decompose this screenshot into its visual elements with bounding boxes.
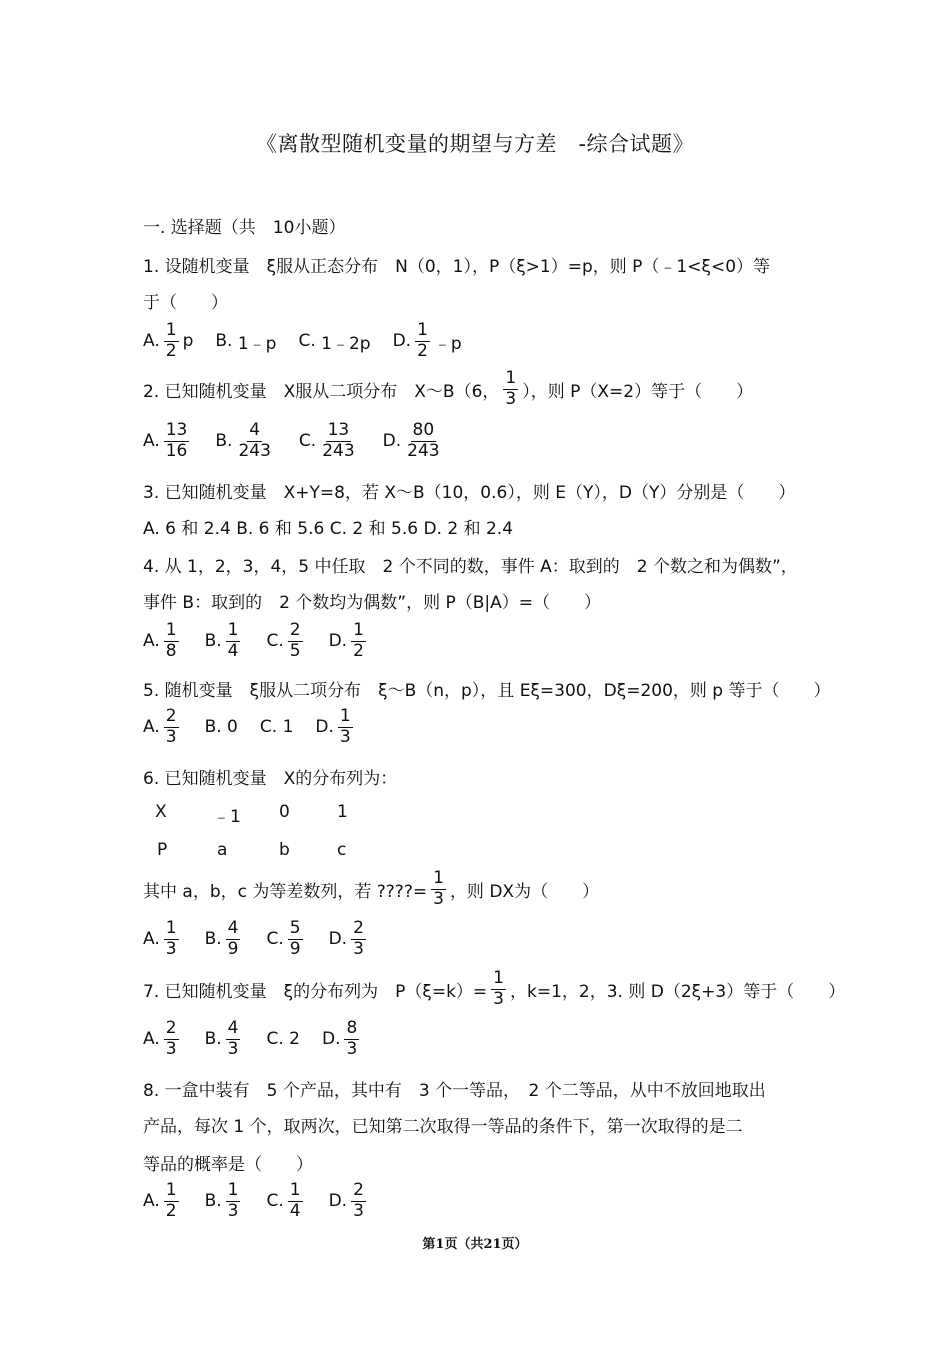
option-b (215, 422, 277, 461)
option-c (266, 1182, 306, 1221)
option-a (143, 1020, 183, 1059)
question-text: 其中 a，b，c 为等差数列，若 ????= (143, 881, 428, 902)
option-label: B. (215, 331, 233, 352)
option-b (205, 1020, 245, 1059)
numerator: 1 (339, 706, 351, 726)
option-label: D. (315, 717, 334, 738)
question-5-options (143, 708, 379, 747)
fraction (351, 920, 366, 959)
numerator: 13 (327, 420, 350, 440)
option-a (143, 708, 183, 747)
denominator: 3 (227, 1038, 239, 1059)
option-label: A. (143, 1191, 160, 1212)
option-label: D. (382, 431, 402, 452)
option-b (215, 329, 276, 354)
option-label: B. (215, 431, 233, 452)
fraction (226, 920, 241, 959)
question-text: 2. 已知随机变量 X服从二项分布 X～B（6， (143, 381, 500, 402)
fraction (164, 422, 190, 461)
numerator: 1 (165, 320, 177, 340)
option-text: ﹣p (433, 333, 462, 354)
question-8-line-3: 等品的概率是（ ） (143, 1155, 313, 1175)
numerator: 1 (417, 320, 428, 340)
denominator: 3 (165, 938, 177, 959)
option-d (329, 1182, 370, 1221)
option-label: A. (143, 1029, 160, 1050)
fraction (405, 422, 441, 461)
option-c (266, 1029, 300, 1049)
fraction (236, 422, 272, 461)
numerator: 2 (353, 1180, 364, 1200)
option-a (143, 1182, 183, 1221)
fraction (164, 622, 179, 661)
fraction (164, 1020, 179, 1059)
question-text: ），则 P（X=2）等于（ ） (522, 381, 754, 402)
option-d (315, 708, 356, 747)
option-label: C. (266, 929, 284, 950)
denominator: 3 (165, 726, 177, 747)
option-label: D. (328, 1191, 348, 1212)
fraction (338, 708, 353, 747)
question-2-options (143, 422, 468, 461)
fraction (164, 708, 179, 747)
question-6-line-2 (143, 870, 599, 909)
table-cell: X (155, 802, 167, 822)
numerator: 1 (505, 368, 517, 388)
numerator: 1 (165, 918, 177, 938)
option-a (143, 622, 183, 661)
numerator: 4 (249, 420, 261, 440)
table-cell: ﹣1 (213, 807, 241, 827)
option-label: B. (204, 1191, 222, 1212)
denominator: 3 (339, 726, 351, 747)
question-text: ，k=1，2，3. 则 D（2ξ+3）等于（ ） (510, 981, 846, 1002)
option-c (266, 622, 306, 661)
question-text: 7. 已知随机变量 ξ的分布列为 P（ξ=k）= (143, 981, 488, 1002)
denominator: 9 (289, 938, 301, 959)
denominator: 3 (493, 988, 504, 1009)
question-4-line-1: 4. 从 1，2，3，4，5 中任取 2 个不同的数，事件 A：取到的 2 个数之和为偶数”， (143, 557, 798, 577)
denominator: 243 (238, 440, 271, 461)
option-d (393, 322, 462, 361)
document-title: 《离散型随机变量的期望与方差 -综合试题》 (255, 132, 695, 156)
denominator: 3 (353, 1200, 364, 1221)
option-label: C. (259, 717, 278, 738)
page-footer: 第1页（共21页） (422, 1237, 528, 1252)
fraction (351, 1182, 366, 1221)
option-b (205, 622, 245, 661)
option-b (205, 920, 245, 959)
option-label: C. (266, 631, 284, 652)
numerator: 13 (165, 420, 188, 440)
option-c (266, 920, 306, 959)
numerator: 1 (353, 620, 364, 640)
option-label: D. (321, 1029, 341, 1050)
option-d (383, 422, 446, 461)
denominator: 4 (227, 640, 239, 661)
question-8-options (143, 1182, 392, 1221)
numerator: 4 (227, 918, 239, 938)
table-cell: b (279, 840, 290, 860)
numerator: 1 (165, 1180, 177, 1200)
fraction (431, 870, 446, 909)
question-2-line-1 (143, 370, 753, 409)
fraction (164, 1182, 179, 1221)
denominator: 243 (407, 440, 440, 461)
question-4-options (143, 622, 392, 661)
denominator: 3 (433, 888, 444, 909)
option-a (143, 322, 193, 361)
fraction (164, 920, 179, 959)
question-7-line-1 (143, 970, 845, 1009)
question-1-line-2: 于（ ） (143, 293, 228, 313)
question-text: ，则 DX为（ ） (449, 881, 600, 902)
question-7-options (143, 1020, 385, 1059)
denominator: 5 (289, 640, 301, 661)
option-text: 1 (282, 717, 294, 738)
denominator: 16 (165, 440, 188, 461)
numerator: 1 (227, 1180, 239, 1200)
denominator: 3 (227, 1200, 239, 1221)
numerator: 2 (165, 1018, 177, 1038)
denominator: 9 (227, 938, 239, 959)
question-3-options: A. 6 和 2.4 B. 6 和 5.6 C. 2 和 5.6 D. 2 和 2.4 (143, 519, 514, 539)
numerator: 1 (227, 620, 239, 640)
option-label: A. (143, 331, 160, 352)
numerator: 1 (165, 620, 177, 640)
fraction (226, 1182, 241, 1221)
option-label: D. (328, 929, 348, 950)
option-text: 0 (227, 717, 238, 738)
denominator: 3 (505, 388, 517, 409)
fraction (320, 422, 356, 461)
option-label: B. (204, 631, 222, 652)
option-text: p (182, 331, 194, 352)
question-1-line-1: 1. 设随机变量 ξ服从正态分布 N（0，1），P（ξ>1）=p，则 P（﹣1<ξ<0）等 (143, 257, 771, 277)
fraction (164, 322, 179, 361)
option-text: 1﹣p (237, 333, 277, 354)
question-3-line-1: 3. 已知随机变量 X+Y=8，若 X～B（10，0.6），则 E（Y），D（Y）分别是（ ） (143, 483, 796, 503)
table-cell: P (157, 840, 168, 860)
denominator: 243 (322, 440, 355, 461)
question-6-line-1: 6. 已知随机变量 X的分布列为： (143, 769, 398, 789)
denominator: 3 (165, 1038, 177, 1059)
fraction (288, 622, 303, 661)
table-cell: 0 (279, 802, 290, 822)
option-c (260, 717, 294, 737)
section-heading: 一. 选择题（共 10小题） (143, 218, 346, 238)
numerator: 4 (227, 1018, 239, 1038)
fraction (415, 322, 430, 361)
option-d (322, 1020, 363, 1059)
table-cell: a (217, 840, 228, 860)
denominator: 3 (346, 1038, 358, 1059)
numerator: 80 (412, 420, 435, 440)
option-a (143, 422, 193, 461)
question-8-line-2: 产品，每次 1 个，取两次，已知第二次取得一等品的条件下，第一次取得的是二 (143, 1117, 743, 1137)
question-4-line-2: 事件 B：取到的 2 个数均为偶数”，则 P（B|A）=（ ） (143, 593, 602, 613)
fraction (226, 1020, 241, 1059)
table-cell: c (337, 840, 347, 860)
option-text: 2 (289, 1029, 300, 1050)
option-d (329, 920, 370, 959)
option-b (205, 1182, 245, 1221)
numerator: 2 (165, 706, 177, 726)
option-label: B. (204, 717, 222, 738)
option-c (299, 422, 361, 461)
fraction (351, 622, 366, 661)
numerator: 1 (493, 968, 504, 988)
numerator: 5 (289, 918, 301, 938)
fraction (344, 1020, 359, 1059)
question-1-options (143, 322, 484, 361)
option-d (329, 622, 370, 661)
option-text: 1﹣2p (321, 333, 371, 354)
fraction (491, 970, 506, 1009)
fraction (226, 622, 241, 661)
numerator: 1 (433, 868, 444, 888)
numerator: 8 (346, 1018, 358, 1038)
option-label: C. (266, 1029, 284, 1050)
question-5-line-1: 5. 随机变量 ξ服从二项分布 ξ～B（n，p），且 Eξ=300，Dξ=200，则 p 等于（ ） (143, 681, 831, 701)
option-b (205, 717, 238, 737)
fraction (288, 1182, 303, 1221)
numerator: 2 (353, 918, 364, 938)
denominator: 2 (165, 1200, 177, 1221)
fraction (288, 920, 303, 959)
option-c (298, 329, 370, 354)
denominator: 4 (289, 1200, 301, 1221)
option-label: A. (143, 717, 160, 738)
denominator: 3 (353, 938, 364, 959)
denominator: 2 (417, 340, 428, 361)
option-label: C. (298, 331, 316, 352)
option-label: D. (392, 331, 412, 352)
option-a (143, 920, 183, 959)
question-8-line-1: 8. 一盒中装有 5 个产品，其中有 3 个一等品， 2 个二等品，从中不放回地取出 (143, 1081, 766, 1101)
option-label: B. (204, 929, 222, 950)
option-label: B. (204, 1029, 222, 1050)
option-label: C. (266, 1191, 284, 1212)
table-cell: 1 (337, 802, 348, 822)
option-label: D. (328, 631, 348, 652)
numerator: 1 (289, 1180, 301, 1200)
option-label: C. (298, 431, 317, 452)
option-label: A. (143, 631, 160, 652)
option-label: A. (143, 431, 160, 452)
denominator: 8 (165, 640, 177, 661)
denominator: 2 (165, 340, 177, 361)
numerator: 2 (289, 620, 301, 640)
question-6-options (143, 920, 392, 959)
option-label: A. (143, 929, 160, 950)
denominator: 2 (353, 640, 364, 661)
fraction (503, 370, 518, 409)
